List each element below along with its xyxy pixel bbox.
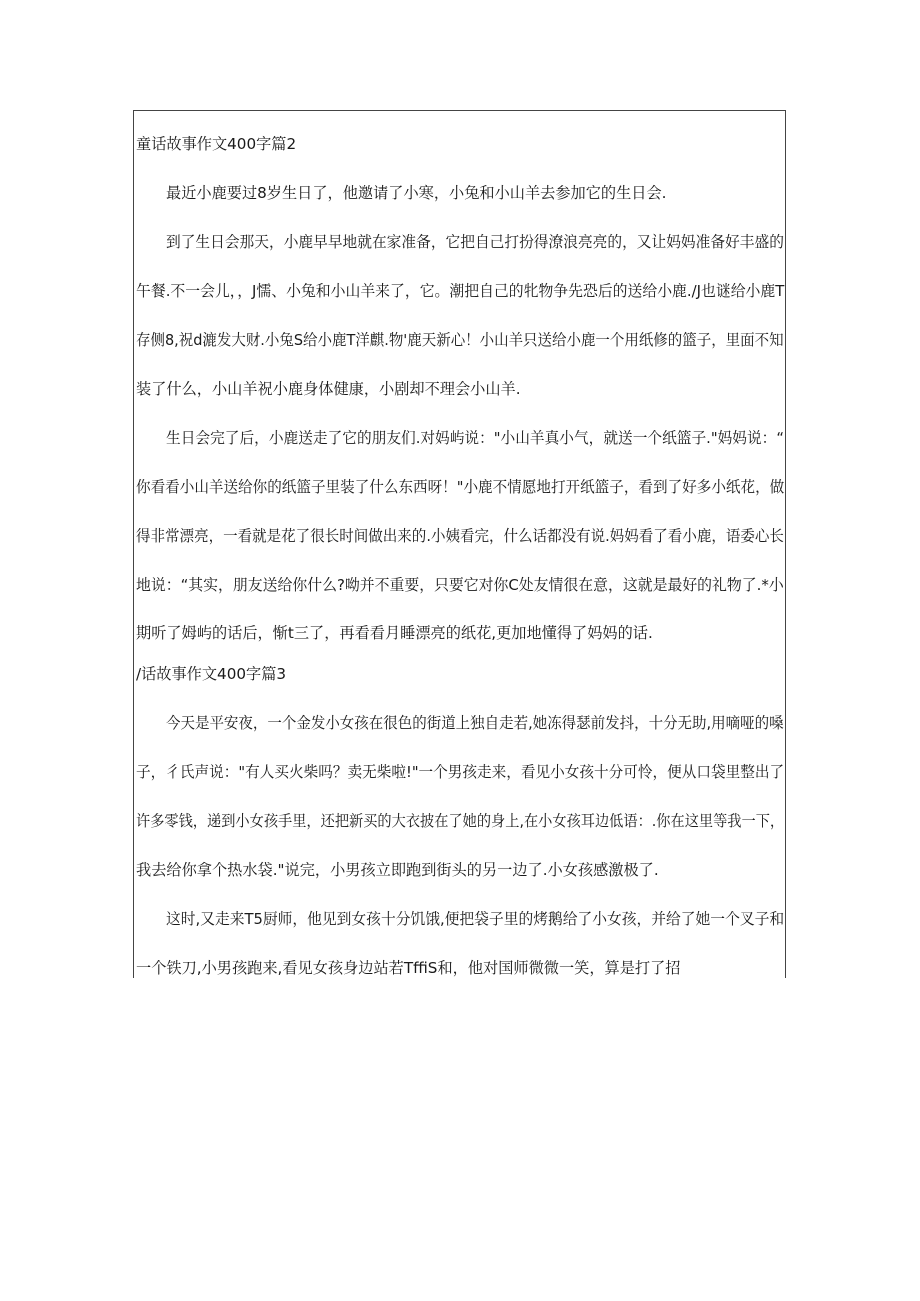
paragraph-line: 我去给你拿个热水袋."说完，小男孩立即跑到街头的另一边了.小女孩感激极了. — [136, 861, 659, 879]
paragraph-line: 地说：“其实，朋友送给你什么?呦并不重要，只要它对你C处友情很在意，这就是最好的礼物了.*小 — [136, 576, 784, 594]
paragraph-line: 到了生日会那天，小鹿早早地就在家准备，它把自己打扮得潦浪亮亮的，又让妈妈准备好丰盛的 — [166, 233, 784, 251]
paragraph-line: 存侧8,祝d漉发大财.小兔S给小鹿T洋麒.物'鹿天新心！小山羊只送给小鹿一个用纸修的篮子，里面不知 — [136, 331, 784, 349]
paragraph-line: 这时,又走来T5厨师，他见到女孩十分饥饿,便把袋子里的烤鹅给了小女孩，并给了她一个叉子和 — [166, 910, 785, 928]
paragraph-line: 子，彳氏声说："有人买火柴吗？卖无柴啦!"一个男孩走来，看见小女孩十分可怜，便从口袋里整出了 — [136, 763, 785, 781]
paragraph-line: 得非常漂亮，一看就是花了很长时间做出来的.小姨看完，什么话都没有说.妈妈看了看小鹿，语委心长 — [136, 527, 784, 545]
paragraph-line: 期听了姆屿的话后，惭t三了，再看看月睡漂亮的纸花,更加地懂得了妈妈的话. — [136, 624, 653, 642]
paragraph-line: 最近小鹿要过8岁生日了，他邀请了小寒，小兔和小山羊去参加它的生日会. — [166, 184, 667, 202]
paragraph-line: 午餐.不一会儿，，J懦、小兔和小山羊来了，它。潮把自己的牝物争先恐后的送给小鹿./J也谜给小鹿T — [136, 282, 785, 300]
section-heading: /话故事作文400字篇3 — [136, 665, 287, 683]
paragraph-line: 装了什么，小山羊祝小鹿身体健康，小剧却不理会小山羊. — [136, 380, 521, 398]
paragraph-line: 今天是平安夜，一个金发小女孩在很色的街道上独自走若,她冻得瑟前发抖，十分无助,用嘀哑的嗓 — [166, 714, 784, 732]
section-heading: 童话故事作文400字篇2 — [136, 135, 297, 153]
paragraph-line: 你看看小山羊送给你的纸篮子里装了什么东西呀！"小鹿不情愿地打开纸篮子，看到了好多小纸花，做 — [136, 478, 785, 496]
paragraph-line: 一个铁刀,小男孩跑来,看见女孩身边站若TffiS和，他对国师微微一笑，算是打了招 — [136, 959, 681, 977]
paragraph-line: 生日会完了后，小鹿送走了它的朋友们.对妈屿说："小山羊真小气，就送一个纸篮子."妈妈说：“ — [166, 429, 784, 447]
paragraph-line: 许多零钱，递到小女孩手里，还把新买的大衣披在了她的身上,在小女孩耳边低语：.你在这里等我一下， — [136, 812, 785, 830]
